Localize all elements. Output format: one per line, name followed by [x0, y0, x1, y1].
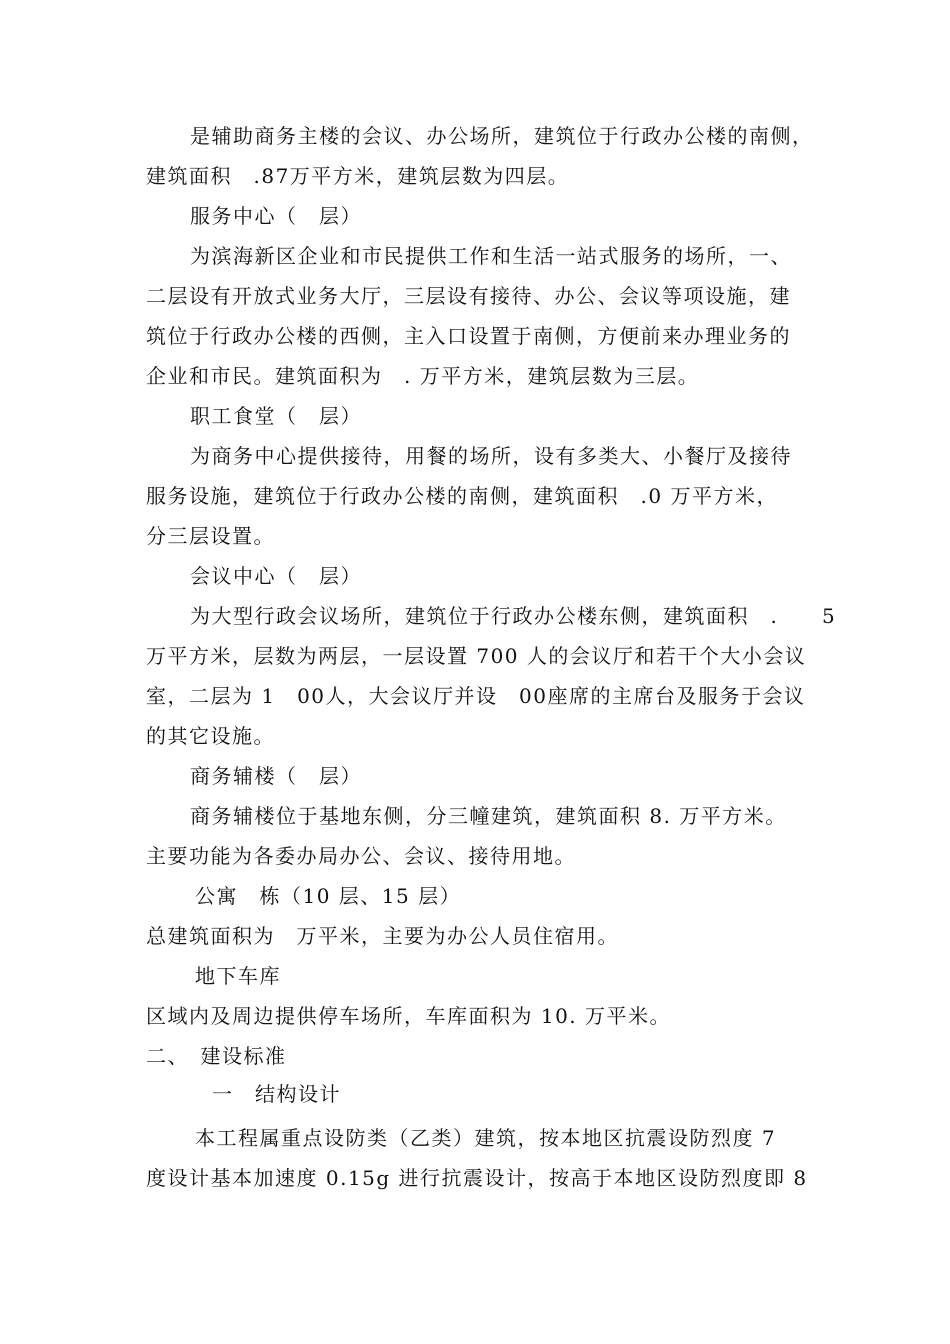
section-heading: 职工食堂（ 层）: [190, 404, 362, 428]
text-line: 为滨海新区企业和市民提供工作和生活一站式服务的场所，一、: [190, 244, 792, 268]
text-line: 服务设施，建筑位于行政办公楼的南侧，建筑面积 .0 万平方米，: [146, 484, 778, 508]
section-heading: 地下车库: [195, 964, 281, 988]
section-heading: 公寓 栋（10 层、15 层）: [195, 884, 462, 908]
text-line: 为商务中心提供接待，用餐的场所，设有多类大、小餐厅及接待: [190, 444, 792, 468]
section-heading: 会议中心（ 层）: [190, 564, 362, 588]
text-line: 是辅助商务主楼的会议、办公场所，建筑位于行政办公楼的南侧，: [190, 124, 814, 148]
subsection-heading: 一 结构设计: [212, 1082, 341, 1106]
text-line: 分三层设置。: [146, 524, 275, 548]
text-line: 二层设有开放式业务大厅，三层设有接待、办公、会议等项设施，建: [146, 284, 791, 308]
text-line: 本工程属重点设防类（乙类）建筑，按本地区抗震设防烈度 7: [195, 1126, 777, 1150]
text-line: 总建筑面积为 万平米，主要为办公人员住宿用。: [146, 924, 619, 948]
text-line: 度设计基本加速度 0.15g 进行抗震设计，按高于本地区设防烈度即 8: [146, 1166, 808, 1190]
text-line: 筑位于行政办公楼的西侧，主入口设置于南侧，方便前来办理业务的: [146, 324, 791, 348]
chapter-heading: 二、 建设标准: [146, 1044, 287, 1068]
margin-number: 5: [822, 604, 835, 628]
text-line: 区域内及周边提供停车场所，车库面积为 10. 万平米。: [146, 1004, 672, 1028]
text-line: 为大型行政会议场所，建筑位于行政办公楼东侧，建筑面积 .: [190, 604, 779, 628]
section-heading: 商务辅楼（ 层）: [190, 764, 362, 788]
text-line: 室，二层为 1 00人，大会议厅并设 00座席的主席台及服务于会议: [146, 684, 806, 708]
text-line: 企业和市民。建筑面积为 . 万平方米，建筑层数为三层。: [146, 364, 700, 388]
text-line: 万平方米，层数为两层，一层设置 700 人的会议厅和若干个大小会议: [146, 644, 807, 668]
text-line: 主要功能为各委办局办公、会议、接待用地。: [146, 844, 576, 868]
section-heading: 服务中心（ 层）: [190, 204, 362, 228]
text-line: 建筑面积 .87万平方米，建筑层数为四层。: [146, 164, 570, 188]
text-line: 商务辅楼位于基地东侧，分三幢建筑，建筑面积 8. 万平方米。: [190, 804, 787, 828]
text-line: 的其它设施。: [146, 724, 275, 748]
